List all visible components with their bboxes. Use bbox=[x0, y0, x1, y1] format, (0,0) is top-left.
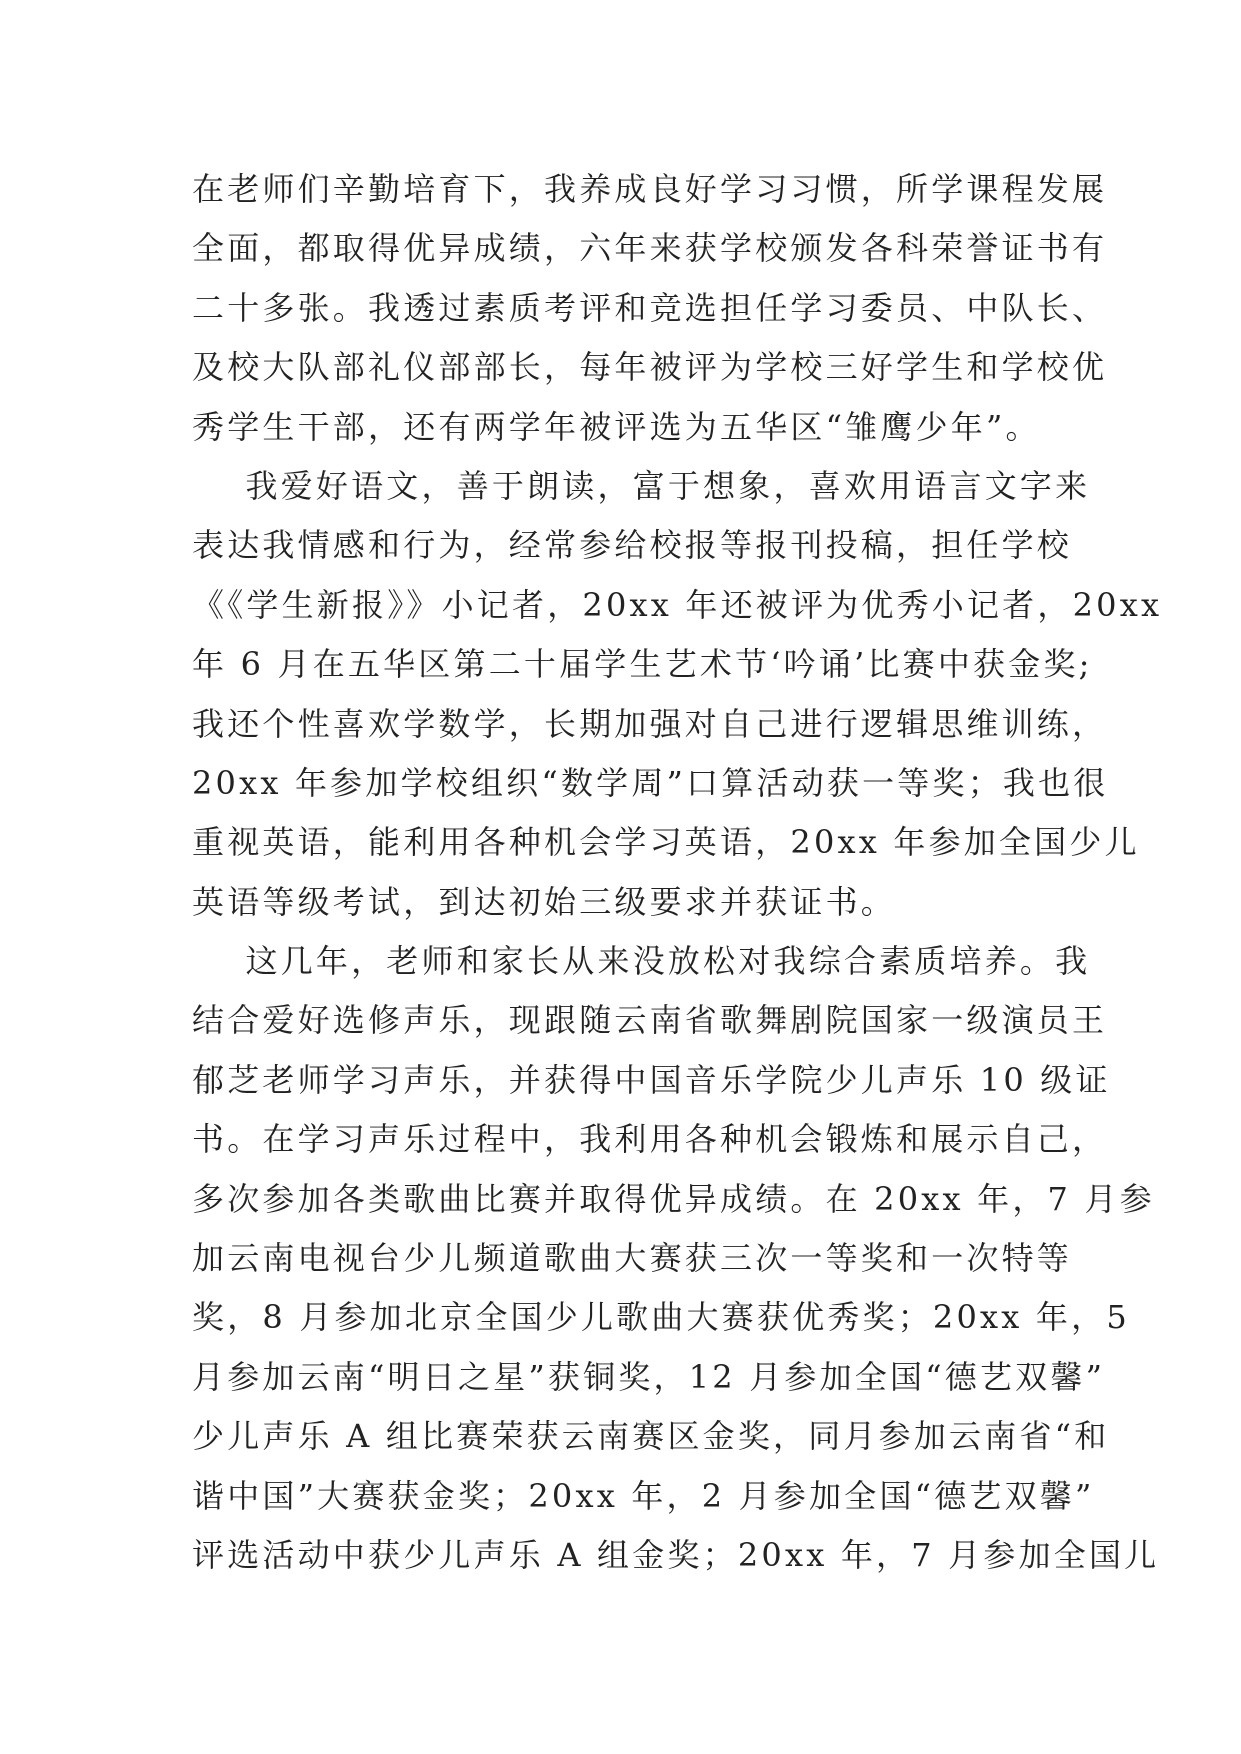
text-line: 表达我情感和行为，经常参给校报等报刊投稿，担任学校 bbox=[192, 526, 1073, 565]
text-line: 谐中国”大赛获金奖；20xx 年，2 月参加全国“德艺双馨” bbox=[192, 1476, 1095, 1515]
text-line: 加云南电视台少儿频道歌曲大赛获三次一等奖和一次特等 bbox=[192, 1239, 1073, 1278]
text-line: 这几年，老师和家长从来没放松对我综合素质培养。我 bbox=[192, 942, 1091, 981]
text-line: 英语等级考试，到达初始三级要求并获证书。 bbox=[192, 882, 897, 921]
text-line: 我爱好语文，善于朗读，富于想象，喜欢用语言文字来 bbox=[192, 466, 1091, 505]
text-line: 及校大队部礼仪部部长，每年被评为学校三好学生和学校优 bbox=[192, 348, 1108, 387]
text-line: 《《学生新报》》小记者，20xx 年还被评为优秀小记者，20xx bbox=[192, 585, 1163, 624]
text-line: 二十多张。我透过素质考评和竞选担任学习委员、中队长、 bbox=[192, 288, 1108, 327]
text-line: 书。在学习声乐过程中，我利用各种机会锻炼和展示自己， bbox=[192, 1120, 1108, 1159]
text-line: 全面，都取得优异成绩，六年来获学校颁发各科荣誉证书有 bbox=[192, 229, 1108, 268]
text-line: 20xx 年参加学校组织“数学周”口算活动获一等奖；我也很 bbox=[192, 763, 1109, 802]
text-line: 奖，8 月参加北京全国少儿歌曲大赛获优秀奖；20xx 年，5 bbox=[192, 1298, 1130, 1337]
text-line: 秀学生干部，还有两学年被评选为五华区“雏鹰少年”。 bbox=[192, 407, 1041, 446]
text-line: 年 6 月在五华区第二十届学生艺术节‘吟诵’比赛中获金奖; bbox=[192, 645, 1093, 684]
text-line: 结合爱好选修声乐，现跟随云南省歌舞剧院国家一级演员王 bbox=[192, 1001, 1108, 1040]
text-line: 少儿声乐 A 组比赛荣获云南赛区金奖，同月参加云南省“和 bbox=[192, 1417, 1110, 1456]
text-line: 多次参加各类歌曲比赛并取得优异成绩。在 20xx 年，7 月参 bbox=[192, 1179, 1155, 1218]
text-line: 我还个性喜欢学数学，长期加强对自己进行逻辑思维训练， bbox=[192, 704, 1108, 743]
body-text bbox=[192, 160, 1163, 1585]
text-line: 评选活动中获少儿声乐 A 组金奖；20xx 年，7 月参加全国儿 bbox=[192, 1535, 1160, 1574]
text-line: 郁芝老师学习声乐，并获得中国音乐学院少儿声乐 10 级证 bbox=[192, 1060, 1111, 1099]
text-line: 月参加云南“明日之星”获铜奖，12 月参加全国“德艺双馨” bbox=[192, 1357, 1106, 1396]
text-line: 重视英语，能利用各种机会学习英语，20xx 年参加全国少儿 bbox=[192, 823, 1140, 862]
text-line: 在老师们辛勤培育下，我养成良好学习习惯，所学课程发展 bbox=[192, 170, 1108, 208]
